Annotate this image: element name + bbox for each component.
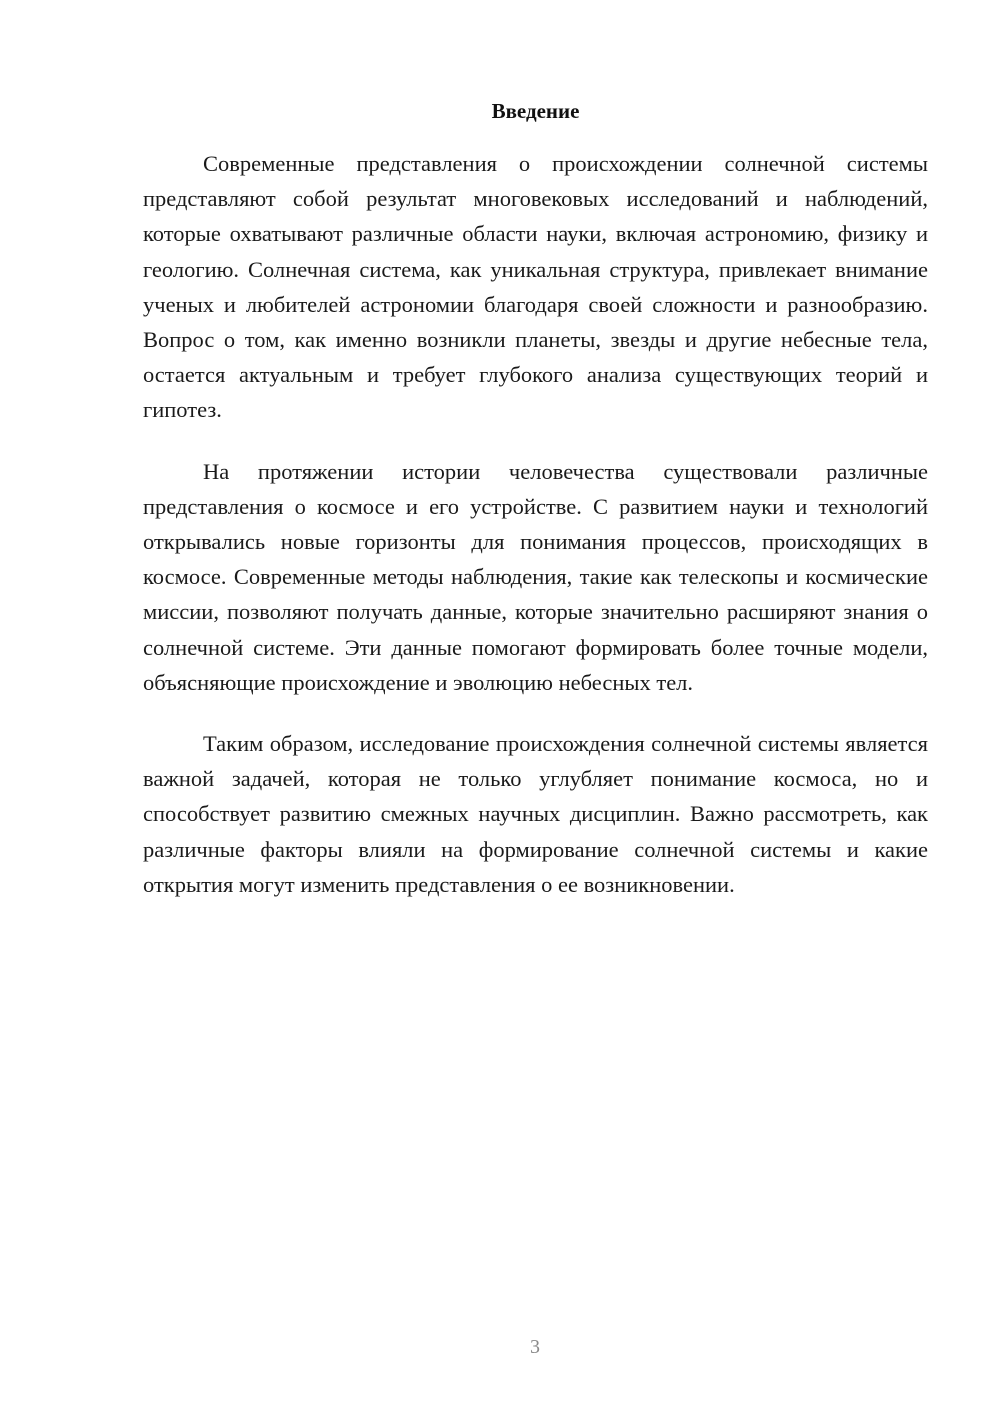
section-title: Введение (491, 99, 580, 123)
paragraph-1: Современные представления о происхождении солнечной системы представляют собой результат многовековых исследований и наблюдений, которые охватывают различные области науки, включая астрономию, физику и геологию. Солнечная система, как уникальная структура, привлекает внимание ученых и любителей астрономии благодаря своей сложности и разнообразию. Вопрос о том, как именно возникли планеты, звезды и другие небесные тела, остается актуальным и требует глубокого анализа существующих теорий и гипотез. (143, 151, 928, 423)
paragraph-2: На протяжении истории человечества существовали различные представления о космосе и его устройстве. С развитием науки и технологий открывались новые горизонты для понимания процессов, происходящих в космосе. Современные методы наблюдения, такие как телескопы и космические миссии, позволяют получать данные, которые значительно расширяют знания о солнечной системе. Эти данные помогают формировать более точные модели, объясняющие происхождение и эволюцию небесных тел. (143, 458, 928, 695)
page-number: 3 (530, 1336, 540, 1358)
page-content (143, 96, 928, 902)
paragraph-3: Таким образом, исследование происхождения солнечной системы является важной задачей, которая не только углубляет понимание космоса, но и способствует развитию смежных научных дисциплин. Важно рассмотреть, как различные факторы влияли на формирование солнечной системы и какие открытия могут изменить представления о ее возникновении. (143, 731, 928, 897)
